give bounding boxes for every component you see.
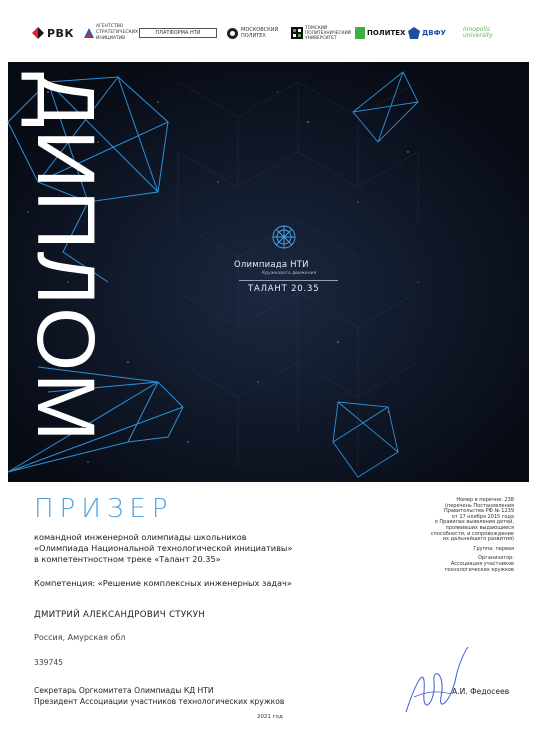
mospolytech-logo-text: МОСКОВСКИЙ ПОЛИТЕХ bbox=[241, 27, 279, 39]
note-line: о Правилах выявления детей, bbox=[434, 519, 514, 526]
polytech-logo bbox=[355, 22, 405, 44]
registry-notes bbox=[394, 498, 514, 573]
nti-platform-logo bbox=[139, 28, 217, 38]
tpu-logo-text: ТОМСКИЙ ПОЛИТЕХНИЧЕСКИЙ УНИВЕРСИТЕТ bbox=[305, 25, 351, 41]
handwritten-signature bbox=[396, 642, 476, 722]
signatory-role-1: Секретарь Оргкомитета Олимпиады КД НТИ bbox=[34, 686, 214, 695]
recipient-name: ДМИТРИЙ АЛЕКСАНДРОВИЧ СТУКУН bbox=[34, 610, 206, 620]
mospolytech-mark-icon bbox=[227, 28, 238, 39]
polytech-mark-icon bbox=[355, 27, 365, 39]
award-title: ПРИЗЕР bbox=[34, 494, 174, 524]
dvfu-logo bbox=[408, 22, 446, 44]
polytech-logo-text: ПОЛИТЕХ bbox=[367, 29, 406, 37]
asi-logo bbox=[84, 22, 139, 44]
nti-platform-logo-text: ПЛАТФОРМА НТИ bbox=[155, 30, 201, 36]
note-line: проявивших выдающиеся bbox=[445, 524, 514, 531]
mospolytech-logo bbox=[227, 22, 277, 44]
group-note: Группа: первая bbox=[473, 545, 514, 552]
signatory-name: А.И. Федосеев bbox=[452, 687, 510, 696]
award-line-3: в компетентностном треке «Талант 20.35» bbox=[34, 554, 221, 564]
diploma-number: 339745 bbox=[34, 658, 63, 667]
partner-logos bbox=[0, 0, 546, 62]
rvk-logo bbox=[32, 22, 74, 44]
note-line: их дальнейшего развития) bbox=[442, 536, 514, 543]
organizer-line: Ассоциация участников bbox=[450, 560, 514, 567]
innopolis-logo-text: innopolis university bbox=[463, 26, 493, 39]
olympiad-emblem-icon bbox=[273, 226, 295, 248]
tpu-logo bbox=[291, 22, 349, 44]
asi-logo-text: АГЕНТСТВО СТРАТЕГИЧЕСКИХ ИНИЦИАТИВ bbox=[96, 24, 139, 41]
olympiad-divider bbox=[239, 280, 338, 281]
diploma-word: ДИПЛОМ bbox=[20, 72, 111, 444]
olympiad-track: ТАЛАНТ 20.35 bbox=[248, 284, 320, 294]
olympiad-subtitle: Кружкового движения bbox=[262, 271, 317, 276]
note-line: от 17 ноября 2015 года bbox=[451, 513, 514, 520]
organizer-label: Организатор: bbox=[478, 555, 514, 562]
competence: Компетенция: «Решение комплексных инженерных задач» bbox=[34, 578, 292, 588]
rvk-mark-icon bbox=[32, 27, 44, 39]
recipient-region: Россия, Амурская обл bbox=[34, 633, 126, 642]
innopolis-logo bbox=[463, 22, 513, 44]
dvfu-mark-icon bbox=[408, 27, 420, 39]
diploma-vertical-title bbox=[8, 62, 111, 462]
organizer-line: технологических кружков bbox=[444, 566, 514, 573]
dvfu-logo-text: ДВФУ bbox=[422, 29, 446, 37]
note-line: способности, и сопровождение bbox=[430, 530, 514, 537]
poster-artwork bbox=[8, 62, 529, 482]
note-line: Правительства РФ № 1239 bbox=[443, 508, 514, 515]
signatory-role-2: Президент Ассоциации участников технологических кружков bbox=[34, 697, 285, 706]
award-line-1: командной инженерной олимпиады школьников bbox=[34, 532, 247, 542]
note-line: Номер в перечне: 238 bbox=[456, 497, 514, 503]
tpu-mark-icon bbox=[291, 27, 303, 39]
award-line-2: «Олимпиада Национальной технологической инициативы» bbox=[34, 543, 293, 553]
note-line: (перечень Постановления bbox=[445, 502, 514, 509]
issue-year: 2021 год bbox=[257, 714, 283, 720]
rvk-logo-text: РВК bbox=[47, 26, 74, 40]
olympiad-title: Олимпиада НТИ bbox=[234, 260, 309, 270]
asi-mark-icon bbox=[84, 28, 94, 38]
